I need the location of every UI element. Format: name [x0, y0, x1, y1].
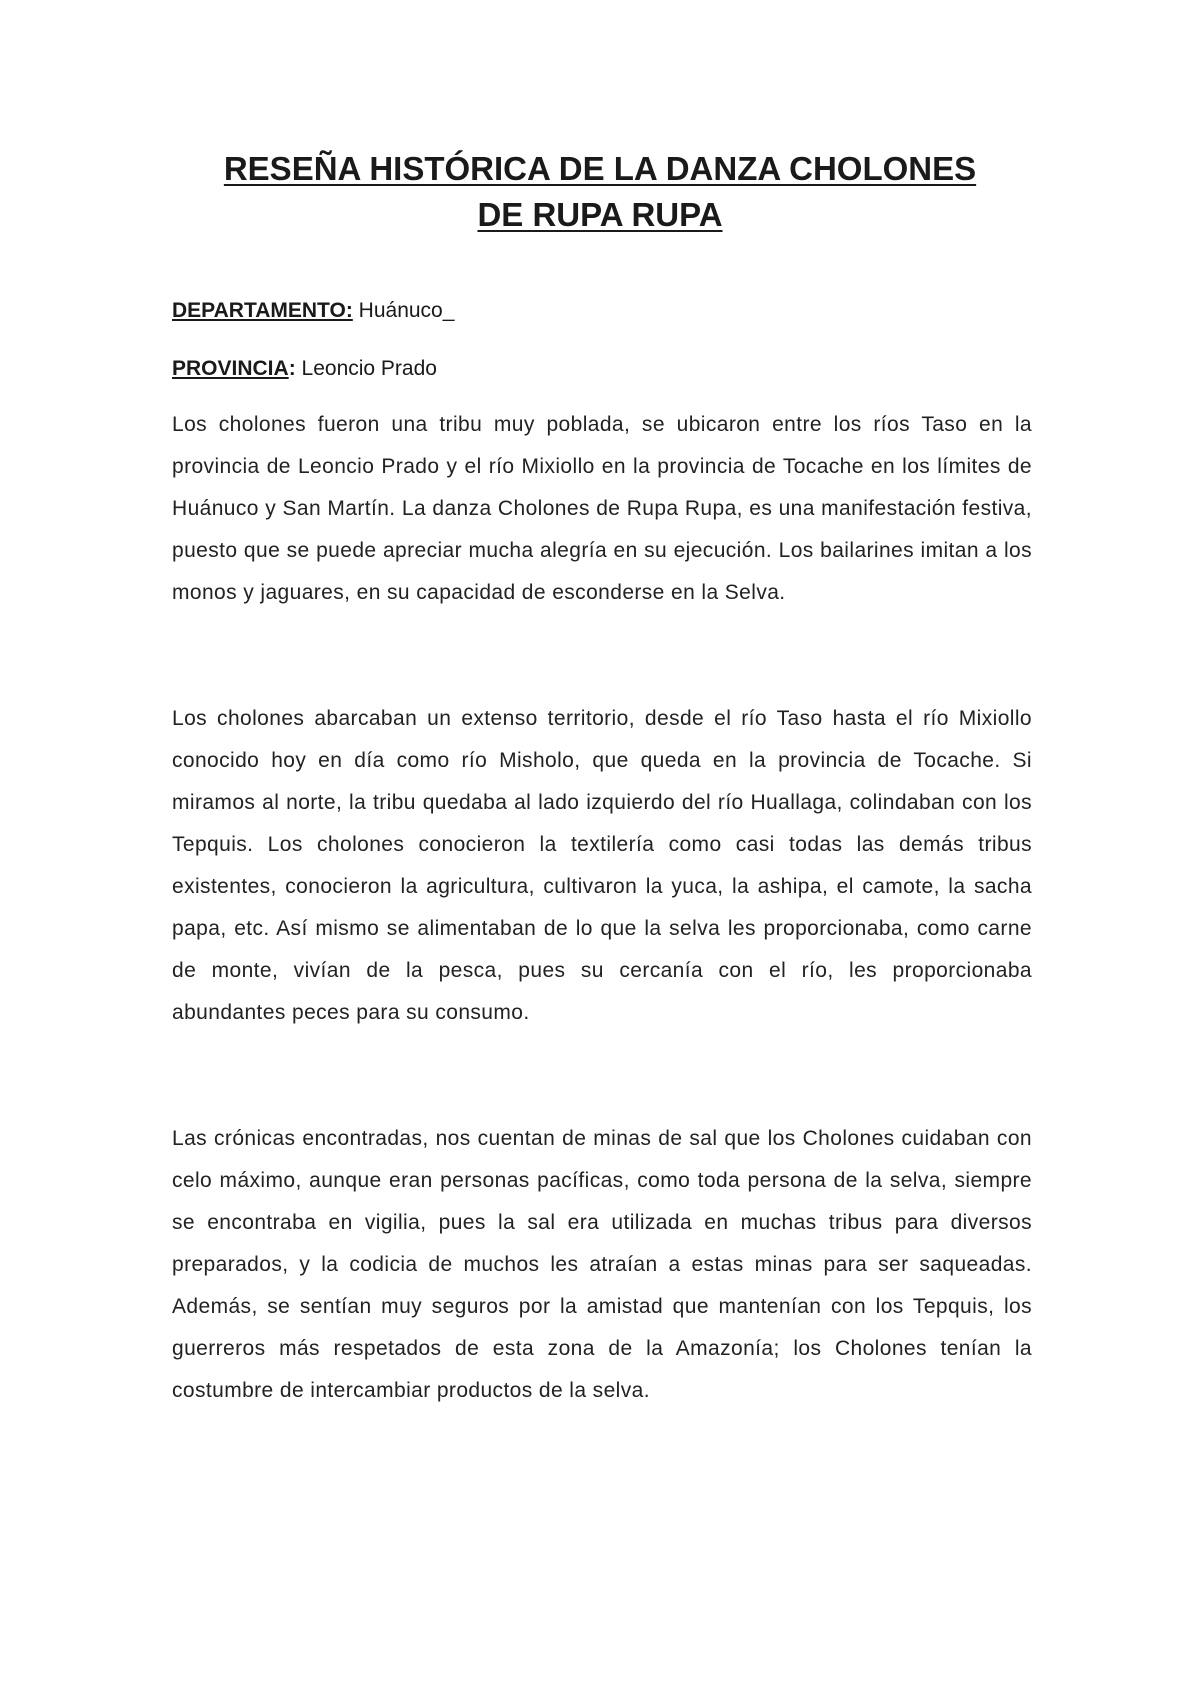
departamento-value: Huánuco_ — [358, 299, 455, 322]
paragraph-1: Los cholones fueron una tribu muy poblada, se ubicaron entre los ríos Taso en la provincia de Leoncio Prado y el río Mixiollo en la provincia de Tocache en los límites de Huánuco y San Martín. La danza Cholones de Rupa Rupa, es una manifestación festiva, puesto que se puede apreciar mucha alegría en su ejecución. Los bailarines imitan a los monos y jaguares, en su capacidad de esconderse en la Selva. — [172, 413, 1032, 604]
paragraph-2: Los cholones abarcaban un extenso territorio, desde el río Taso hasta el río Mixiollo conocido hoy en día como río Misholo, que queda en la provincia de Tocache. Si miramos al norte, la tribu quedaba al lado izquierdo del río Huallaga, colindaban con los Tepquis. Los cholones conocieron la textilería como casi todas las demás tribus existentes, conocieron la agricultura, cultivaron la yuca, la ashipa, el camote, la sacha papa, etc. Así mismo se alimentaban de lo que la selva les proporcionaba, como carne de monte, vivían de la pesca, pues su cercanía con el río, les proporcionaba abundantes peces para su consumo. — [172, 707, 1032, 1024]
title-line-1: RESEÑA HISTÓRICA DE LA DANZA CHOLONES — [223, 150, 977, 187]
departamento-label: DEPARTAMENTO: — [172, 299, 353, 322]
provincia-field — [172, 355, 437, 383]
paragraph-3: Las crónicas encontradas, nos cuentan de minas de sal que los Cholones cuidaban con celo máximo, aunque eran personas pacíficas, como toda persona de la selva, siempre se encontraba en vigilia, pues la sal era utilizada en muchas tribus para diversos preparados, y la codicia de muchos les atraían a estas minas para ser saqueadas. Además, se sentían muy seguros por la amistad que mantenían con los Tepquis, los guerreros más respetados de esta zona de la Amazonía; los Cholones tenían la costumbre de intercambiar productos de la selva. — [172, 1127, 1032, 1402]
provincia-value: Leoncio Prado — [301, 357, 437, 380]
document-title — [172, 146, 1028, 238]
title-line-2: DE RUPA RUPA — [477, 196, 723, 233]
departamento-field — [172, 297, 454, 325]
provincia-separator: : — [288, 357, 296, 380]
provincia-label: PROVINCIA — [172, 357, 289, 380]
